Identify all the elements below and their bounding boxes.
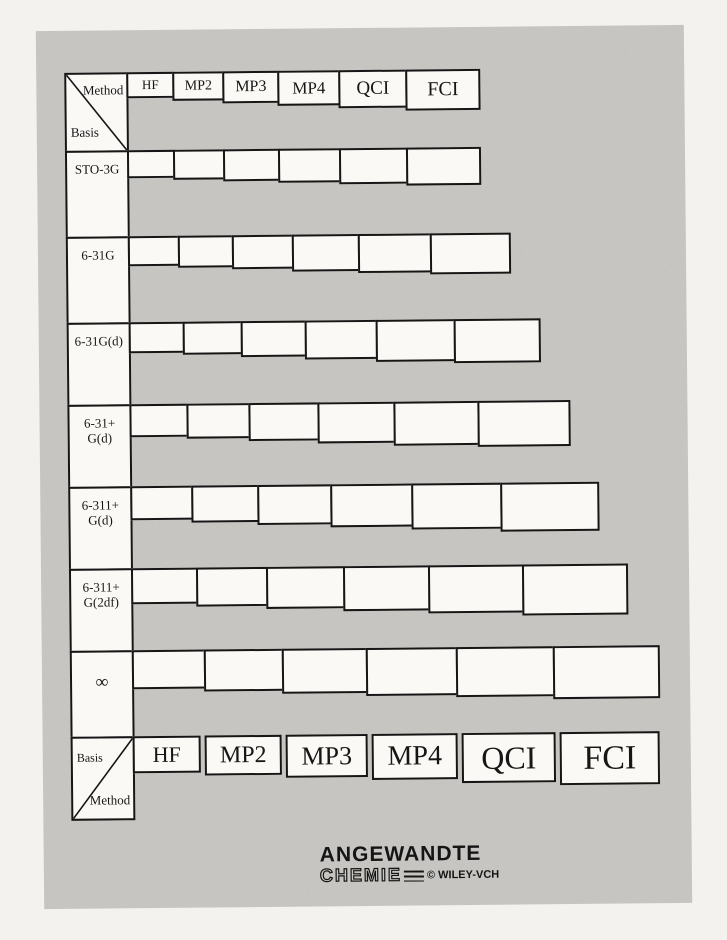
- method-footer-box-mp2: [205, 735, 282, 776]
- method-header-box-fci: [405, 69, 480, 111]
- pople-diagram: [64, 67, 671, 823]
- matrix-box: [204, 649, 284, 692]
- basis-cell-infinity: [70, 650, 135, 739]
- method-label: QCI: [356, 77, 390, 100]
- method-footer-box-fci: [560, 731, 661, 785]
- matrix-box: [173, 149, 225, 179]
- matrix-box: [132, 650, 206, 690]
- basis-label: 6-31G: [81, 247, 115, 263]
- matrix-box: [223, 149, 280, 182]
- basis-label: 6-31G(d): [74, 333, 124, 349]
- row-boxes-6-31g: [128, 233, 511, 278]
- method-header-box-qci: [338, 70, 407, 109]
- logo-subtitle: CHEMIE: [319, 864, 403, 886]
- matrix-box: [522, 563, 628, 615]
- matrix-box: [248, 402, 319, 441]
- method-label: QCI: [481, 738, 537, 776]
- logo-bars-icon: [404, 870, 424, 881]
- method-label: MP4: [292, 77, 326, 98]
- method-footer-box-mp3: [286, 734, 368, 778]
- method-footer-box-hf: [133, 736, 201, 774]
- row-boxes-6-311plus-g2df: [131, 563, 628, 619]
- matrix-box: [430, 233, 511, 275]
- matrix-box: [366, 647, 458, 696]
- matrix-box: [339, 148, 408, 185]
- method-header-box-mp2: [172, 71, 224, 100]
- method-footer-box-qci: [462, 732, 556, 783]
- row-boxes-6-31plus-gd: [129, 400, 570, 450]
- method-header-box-hf: [126, 72, 174, 98]
- matrix-box: [343, 565, 430, 611]
- matrix-box: [128, 236, 180, 266]
- basis-label: STO-3G: [74, 161, 120, 177]
- method-header-box-mp3: [222, 71, 279, 104]
- matrix-box: [454, 318, 541, 363]
- corner-method-label: Method: [89, 792, 131, 808]
- matrix-box: [257, 484, 332, 525]
- matrix-box: [477, 400, 570, 447]
- matrix-box: [278, 148, 341, 183]
- basis-cell-sto-3g: [65, 150, 130, 239]
- matrix-box: [305, 320, 378, 360]
- matrix-box: [131, 568, 198, 605]
- basis-cell-6-311plus-g2df: [69, 568, 134, 653]
- matrix-box: [186, 403, 250, 439]
- publisher-label: © WILEY-VCH: [426, 868, 500, 882]
- matrix-box: [376, 319, 456, 362]
- method-label: MP2: [219, 741, 267, 768]
- matrix-box: [191, 485, 259, 523]
- basis-label-infinity: ∞: [95, 671, 109, 692]
- angewandte-chemie-logo: [320, 842, 530, 884]
- method-label: MP3: [301, 740, 353, 771]
- row-boxes-sto-3g: [127, 147, 481, 188]
- corner-basis-label: Basis: [76, 750, 103, 765]
- matrix-box: [266, 566, 345, 609]
- basis-label-column: [64, 72, 135, 821]
- matrix-box: [183, 321, 243, 355]
- matrix-box: [358, 233, 432, 273]
- method-label: MP4: [387, 740, 443, 772]
- matrix-box: [330, 484, 413, 528]
- matrix-box: [129, 404, 188, 438]
- row-boxes-6-31gd: [129, 318, 541, 366]
- basis-cell-6-31gd: [67, 322, 132, 407]
- method-footer-box-mp4: [372, 733, 458, 780]
- corner-cell-top: [64, 72, 129, 153]
- matrix-box: [393, 401, 479, 446]
- matrix-box: [553, 645, 661, 699]
- matrix-box: [456, 646, 555, 697]
- method-header-box-mp4: [277, 70, 340, 106]
- matrix-box: [428, 564, 524, 613]
- method-label: MP2: [184, 77, 213, 94]
- method-label: HF: [141, 76, 159, 93]
- basis-label: 6-311+ G(2df): [82, 579, 120, 610]
- logo-title: ANGEWANDTE: [319, 841, 482, 867]
- basis-cell-6-31plus-gd: [67, 404, 132, 489]
- corner-cell-bottom: [71, 736, 136, 821]
- corner-basis-label: Basis: [70, 124, 100, 140]
- method-header-row: [126, 69, 480, 113]
- matrix-box: [178, 235, 234, 268]
- method-label: FCI: [427, 78, 459, 101]
- method-label: MP3: [235, 77, 267, 96]
- logo-subtitle-row: [320, 864, 530, 884]
- scanned-sheet: [36, 25, 692, 909]
- matrix-box: [232, 235, 294, 270]
- matrix-box: [500, 482, 599, 532]
- matrix-box: [130, 486, 193, 521]
- basis-label: 6-31+ G(d): [83, 415, 116, 446]
- matrix-box: [196, 567, 268, 607]
- matrix-box: [282, 648, 368, 694]
- corner-method-label: Method: [82, 82, 124, 98]
- method-label: HF: [152, 741, 181, 767]
- matrix-box: [129, 322, 185, 354]
- matrix-box: [411, 483, 502, 530]
- row-boxes-6-311plus-gd: [130, 482, 599, 535]
- method-footer-row: [133, 731, 660, 789]
- basis-label: 6-311+ G(d): [81, 497, 120, 528]
- method-label: FCI: [583, 738, 637, 777]
- matrix-box: [406, 147, 481, 186]
- row-boxes-infinity: [132, 645, 660, 703]
- matrix-box: [127, 150, 175, 178]
- matrix-box: [292, 234, 360, 272]
- matrix-box: [241, 321, 307, 358]
- matrix-box: [317, 402, 395, 444]
- basis-cell-6-311plus-gd: [68, 486, 133, 571]
- basis-cell-6-31g: [66, 236, 131, 325]
